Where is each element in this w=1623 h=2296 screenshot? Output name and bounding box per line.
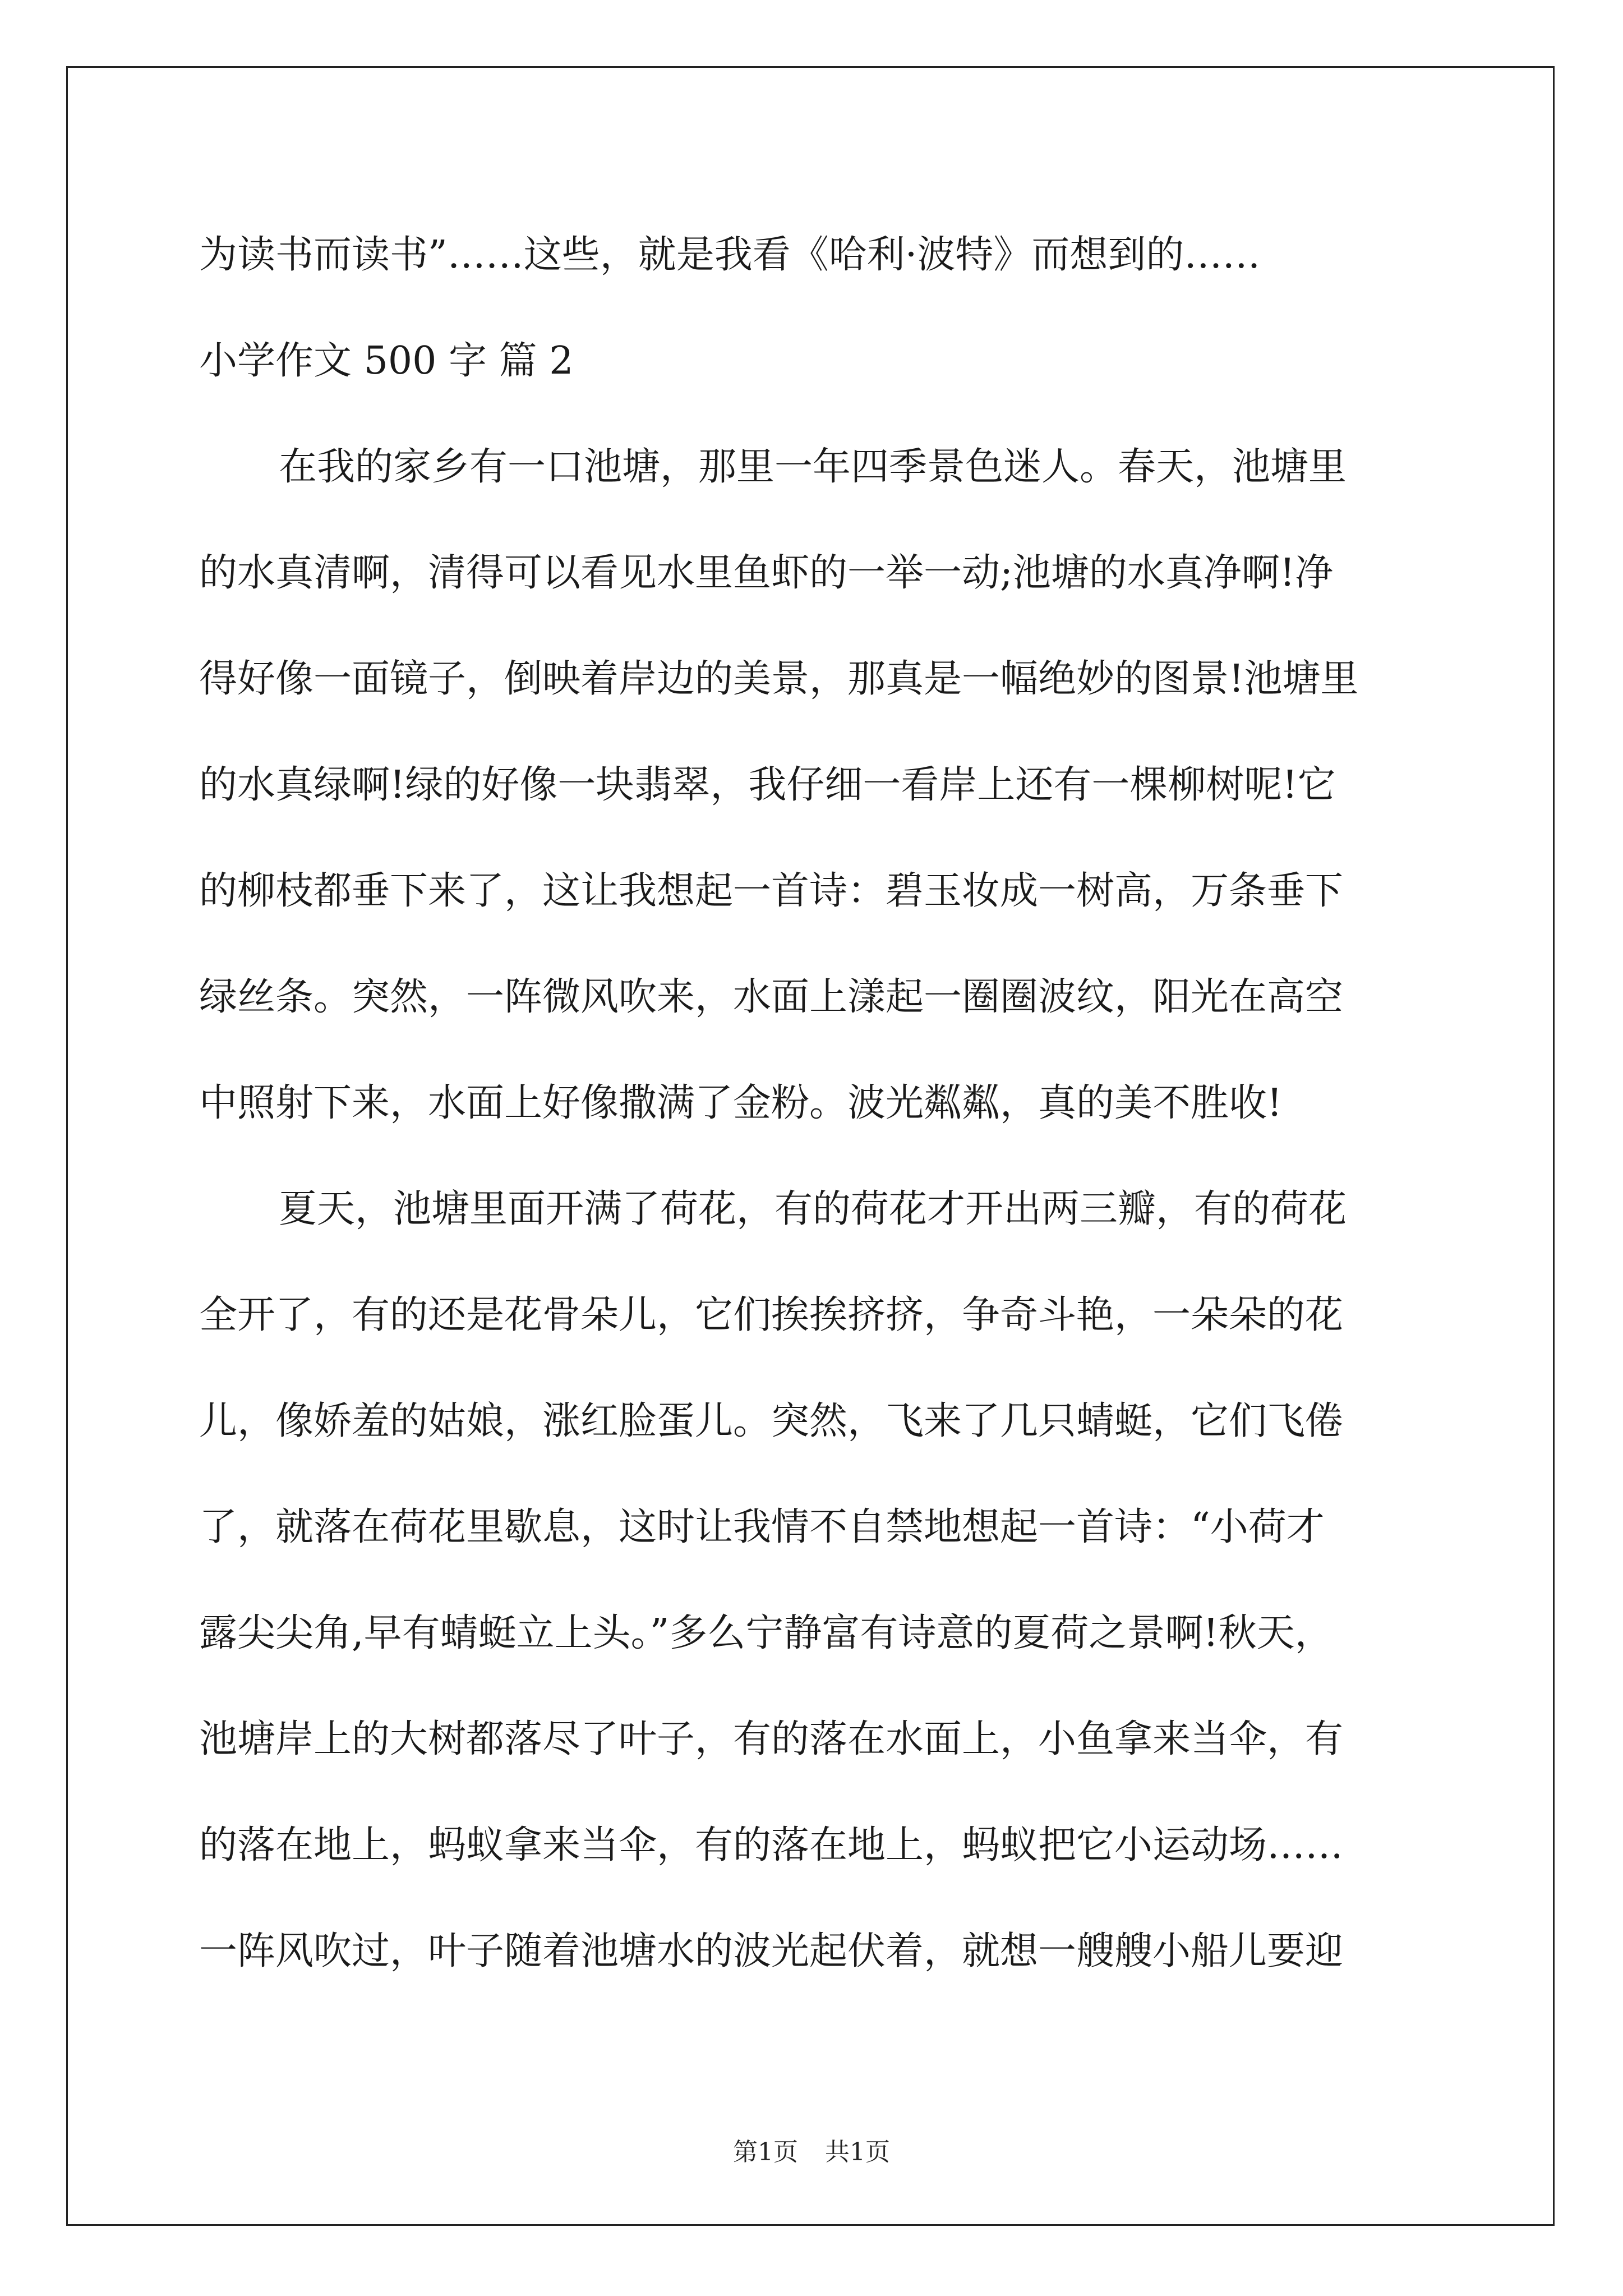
text-line: 了，就落在荷花里歇息，这时让我情不自禁地想起一首诗：“小荷才 [199,1505,1325,1549]
text-line: 夏天，池塘里面开满了荷花，有的荷花才开出两三瓣，有的荷花 [279,1187,1347,1231]
text-line: 在我的家乡有一口池塘，那里一年四季景色迷人。春天，池塘里 [279,445,1347,489]
page-footer [0,2132,1623,2168]
text-line: 一阵风吹过，叶子随着池塘水的波光起伏着，就想一艘艘小船儿要迎 [199,1929,1344,1973]
text-line: 的水真绿啊!绿的好像一块翡翠，我仔细一看岸上还有一棵柳树呢!它 [199,763,1336,807]
text-line: 儿，像娇羞的姑娘，涨红脸蛋儿。突然，飞来了几只蜻蜓，它们飞倦 [199,1399,1344,1443]
text-line: 绿丝条。突然，一阵微风吹来，水面上漾起一圈圈波纹，阳光在高空 [199,975,1344,1019]
text-line: 为读书而读书”……这些，就是我看《哈利·波特》而想到的…… [199,233,1261,277]
section-heading: 小学作文 500 字 篇 2 [199,339,574,383]
page-total: 共1页 [825,2138,890,2166]
text-line: 的柳枝都垂下来了，这让我想起一首诗：碧玉妆成一树高，万条垂下 [199,869,1344,913]
text-line: 全开了，有的还是花骨朵儿，它们挨挨挤挤，争奇斗艳，一朵朵的花 [199,1293,1344,1337]
text-line: 的水真清啊，清得可以看见水里鱼虾的一举一动;池塘的水真净啊!净 [199,551,1334,595]
document-body [199,202,1427,2004]
text-line: 中照射下来，水面上好像撒满了金粉。波光粼粼，真的美不胜收! [199,1081,1283,1125]
page-number: 第1页 [733,2138,798,2166]
text-line: 得好像一面镜子，倒映着岸边的美景，那真是一幅绝妙的图景!池塘里 [199,657,1359,701]
text-line: 池塘岸上的大树都落尽了叶子，有的落在水面上，小鱼拿来当伞，有 [199,1717,1344,1761]
text-line: 的落在地上，蚂蚁拿来当伞，有的落在地上，蚂蚁把它小运动场…… [199,1823,1344,1867]
text-line: 露尖尖角,早有蜻蜓立上头。”多么宁静富有诗意的夏荷之景啊!秋天， [199,1611,1333,1655]
